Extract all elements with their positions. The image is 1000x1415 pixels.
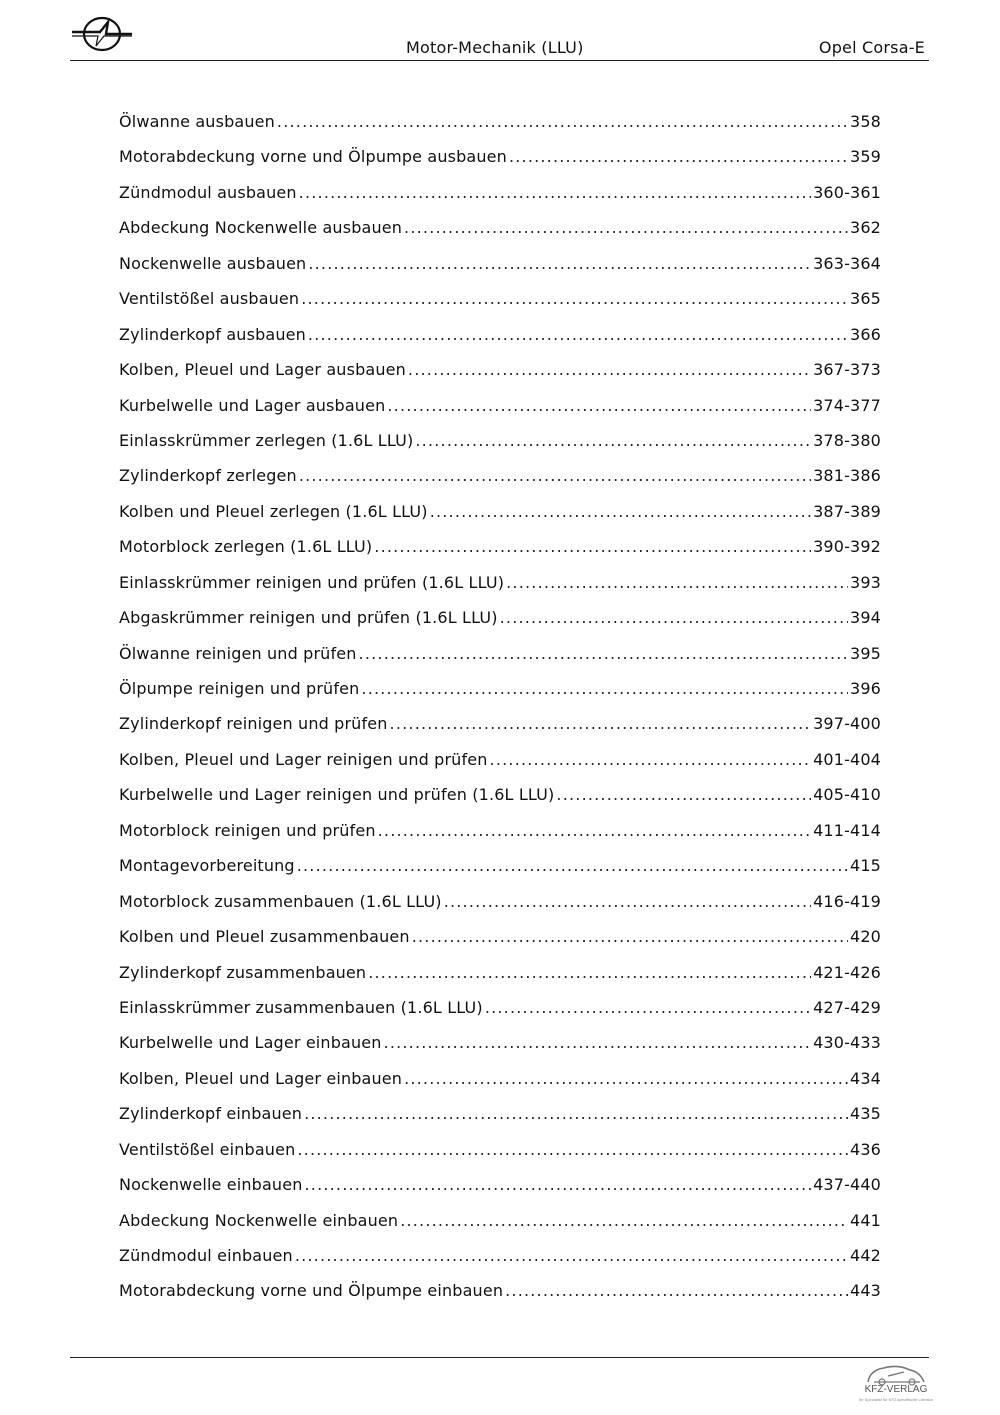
toc-entry-title: Kurbelwelle und Lager einbauen — [119, 1033, 382, 1053]
toc-entry-title: Kurbelwelle und Lager ausbauen — [119, 395, 386, 415]
toc-entry-title: Motorblock reinigen und prüfen — [119, 820, 376, 840]
toc-leader-dots — [374, 537, 811, 556]
toc-entry-page: 359 — [850, 147, 881, 167]
document-title: Motor-Mechanik (LLU) — [406, 38, 584, 57]
toc-entry — [119, 537, 881, 572]
toc-entry-title: Zylinderkopf zusammenbauen — [119, 962, 367, 982]
toc-entry-title: Kolben, Pleuel und Lager einbauen — [119, 1068, 403, 1088]
toc-entry-page: 365 — [850, 289, 881, 309]
toc-entry-title: Nockenwelle ausbauen — [119, 253, 307, 273]
toc-leader-dots — [404, 1069, 848, 1088]
toc-entry — [119, 147, 881, 182]
toc-leader-dots — [412, 927, 848, 946]
toc-leader-dots — [359, 644, 848, 663]
toc-entry-title: Ölwanne reinigen und prüfen — [119, 643, 357, 663]
toc-entry — [119, 998, 881, 1033]
toc-leader-dots — [485, 998, 811, 1017]
toc-entry-page: 421-426 — [813, 962, 881, 982]
toc-entry-page: 394 — [850, 608, 881, 628]
toc-entry — [119, 396, 881, 431]
toc-entry-page: 358 — [850, 112, 881, 131]
toc-entry — [119, 821, 881, 856]
toc-leader-dots — [509, 147, 848, 166]
publisher-name: KFZ-VERLAG — [864, 1384, 928, 1395]
toc-leader-dots — [500, 608, 848, 627]
toc-leader-dots — [304, 1104, 848, 1123]
toc-entry — [119, 466, 881, 501]
toc-leader-dots — [299, 183, 811, 202]
toc-entry-page: 443 — [850, 1281, 881, 1301]
toc-entry — [119, 963, 881, 998]
toc-entry-title: Einlasskrümmer reinigen und prüfen (1.6L LLU) — [119, 572, 505, 592]
toc-leader-dots — [444, 892, 811, 911]
toc-entry — [119, 608, 881, 643]
toc-entry-title: Einlasskrümmer zerlegen (1.6L LLU) — [119, 430, 414, 450]
toc-entry-page: 405-410 — [813, 785, 881, 805]
toc-entry-page: 435 — [850, 1104, 881, 1124]
publisher-logo — [858, 1360, 934, 1406]
toc-entry-page: 397-400 — [813, 714, 881, 734]
toc-entry — [119, 785, 881, 820]
toc-entry-title: Montagevorbereitung — [119, 856, 295, 876]
toc-entry-page: 430-433 — [813, 1033, 881, 1053]
toc-entry — [119, 1104, 881, 1139]
toc-entry-page: 427-429 — [813, 997, 881, 1017]
toc-leader-dots — [390, 714, 812, 733]
toc-entry — [119, 856, 881, 891]
toc-entry-title: Ölpumpe reinigen und prüfen — [119, 679, 360, 698]
toc-entry — [119, 644, 881, 679]
toc-entry-title: Kolben und Pleuel zusammenbauen — [119, 927, 410, 947]
page-header — [70, 14, 929, 61]
toc-leader-dots — [490, 750, 812, 769]
toc-entry-page: 436 — [850, 1139, 881, 1159]
toc-entry — [119, 750, 881, 785]
toc-entry — [119, 892, 881, 927]
toc-entry-page: 401-404 — [813, 749, 881, 769]
toc-entry-title: Abdeckung Nockenwelle ausbauen — [119, 218, 403, 238]
toc-entry — [119, 431, 881, 466]
car-wrench-logo-icon — [858, 1360, 934, 1386]
toc-entry-page: 374-377 — [813, 395, 881, 415]
toc-entry-page: 360-361 — [813, 182, 881, 202]
toc-leader-dots — [415, 431, 811, 450]
toc-entry — [119, 1281, 881, 1316]
toc-entry — [119, 1175, 881, 1210]
toc-leader-dots — [301, 289, 848, 308]
toc-leader-dots — [387, 396, 811, 415]
toc-entry — [119, 1069, 881, 1104]
toc-leader-dots — [297, 1140, 848, 1159]
toc-entry-title: Zündmodul ausbauen — [119, 182, 297, 202]
toc-entry-title: Einlasskrümmer zusammenbauen (1.6L LLU) — [119, 997, 483, 1017]
toc-entry — [119, 289, 881, 324]
toc-entry-title: Abdeckung Nockenwelle einbauen — [119, 1210, 399, 1230]
toc-leader-dots — [295, 1246, 848, 1265]
toc-entry — [119, 325, 881, 360]
toc-entry-page: 395 — [850, 643, 881, 663]
toc-leader-dots — [430, 502, 811, 521]
toc-entry — [119, 714, 881, 749]
toc-entry-title: Ölwanne ausbauen — [119, 112, 275, 131]
toc-leader-dots — [368, 963, 811, 982]
toc-entry-page: 434 — [850, 1068, 881, 1088]
toc-leader-dots — [505, 1281, 848, 1300]
toc-entry-page: 420 — [850, 927, 881, 947]
toc-entry-title: Kolben, Pleuel und Lager ausbauen — [119, 360, 406, 380]
toc-entry — [119, 927, 881, 962]
toc-entry-title: Zylinderkopf reinigen und prüfen — [119, 714, 388, 734]
toc-leader-dots — [299, 466, 811, 485]
toc-entry-page: 416-419 — [813, 891, 881, 911]
table-of-contents — [119, 112, 881, 1317]
toc-leader-dots — [297, 856, 848, 875]
opel-logo-icon — [70, 14, 134, 54]
toc-entry — [119, 112, 881, 147]
toc-entry — [119, 1033, 881, 1068]
toc-entry-page: 441 — [850, 1210, 881, 1230]
toc-entry — [119, 573, 881, 608]
toc-leader-dots — [378, 821, 811, 840]
toc-leader-dots — [305, 1175, 812, 1194]
toc-entry-title: Zylinderkopf ausbauen — [119, 324, 306, 344]
toc-entry — [119, 360, 881, 395]
toc-entry-page: 381-386 — [813, 466, 881, 486]
toc-entry — [119, 218, 881, 253]
toc-leader-dots — [361, 679, 848, 698]
toc-leader-dots — [408, 360, 811, 379]
toc-leader-dots — [277, 112, 848, 131]
toc-entry-page: 366 — [850, 324, 881, 344]
toc-entry-title: Kolben und Pleuel zerlegen (1.6L LLU) — [119, 501, 428, 521]
toc-leader-dots — [400, 1211, 848, 1230]
toc-entry-page: 378-380 — [813, 430, 881, 450]
toc-entry — [119, 679, 881, 714]
toc-entry-title: Motorabdeckung vorne und Ölpumpe ausbauen — [119, 147, 507, 167]
toc-entry-page: 367-373 — [813, 360, 881, 380]
publisher-tagline: Ihr Spezialist für KFZ-spezifische Literatur — [858, 1397, 934, 1402]
toc-leader-dots — [556, 785, 811, 804]
toc-entry — [119, 1246, 881, 1281]
toc-leader-dots — [308, 254, 811, 273]
toc-entry-title: Motorabdeckung vorne und Ölpumpe einbauen — [119, 1281, 504, 1301]
toc-entry-title: Zündmodul einbauen — [119, 1246, 293, 1265]
toc-entry-page: 411-414 — [813, 820, 881, 840]
toc-entry-page: 363-364 — [813, 253, 881, 273]
toc-entry-title: Motorblock zusammenbauen (1.6L LLU) — [119, 891, 442, 911]
toc-entry-title: Ventilstößel einbauen — [119, 1139, 296, 1159]
toc-leader-dots — [506, 573, 848, 592]
toc-entry-page: 437-440 — [813, 1175, 881, 1195]
toc-entry-title: Zylinderkopf zerlegen — [119, 466, 297, 486]
toc-entry-page: 387-389 — [813, 501, 881, 521]
toc-entry-title: Motorblock zerlegen (1.6L LLU) — [119, 537, 373, 557]
toc-entry-page: 393 — [850, 572, 881, 592]
toc-leader-dots — [308, 325, 848, 344]
vehicle-model: Opel Corsa-E — [818, 38, 925, 57]
toc-leader-dots — [384, 1033, 812, 1052]
toc-entry — [119, 254, 881, 289]
toc-entry-title: Kurbelwelle und Lager reinigen und prüfen (1.6L LLU) — [119, 785, 555, 805]
toc-entry-page: 362 — [850, 218, 881, 238]
toc-entry — [119, 183, 881, 218]
toc-entry-title: Zylinderkopf einbauen — [119, 1104, 303, 1124]
toc-leader-dots — [404, 218, 848, 237]
toc-entry-page: 396 — [850, 679, 881, 698]
toc-entry-title: Abgaskrümmer reinigen und prüfen (1.6L LLU) — [119, 608, 498, 628]
toc-entry-page: 390-392 — [813, 537, 881, 557]
toc-entry — [119, 1140, 881, 1175]
toc-entry-page: 415 — [850, 856, 881, 876]
toc-entry-page: 442 — [850, 1246, 881, 1265]
toc-entry — [119, 1211, 881, 1246]
toc-entry-title: Ventilstößel ausbauen — [119, 289, 300, 309]
toc-entry-title: Kolben, Pleuel und Lager reinigen und prüfen — [119, 749, 488, 769]
toc-entry — [119, 502, 881, 537]
toc-entry-title: Nockenwelle einbauen — [119, 1175, 303, 1195]
footer-divider — [70, 1357, 929, 1358]
